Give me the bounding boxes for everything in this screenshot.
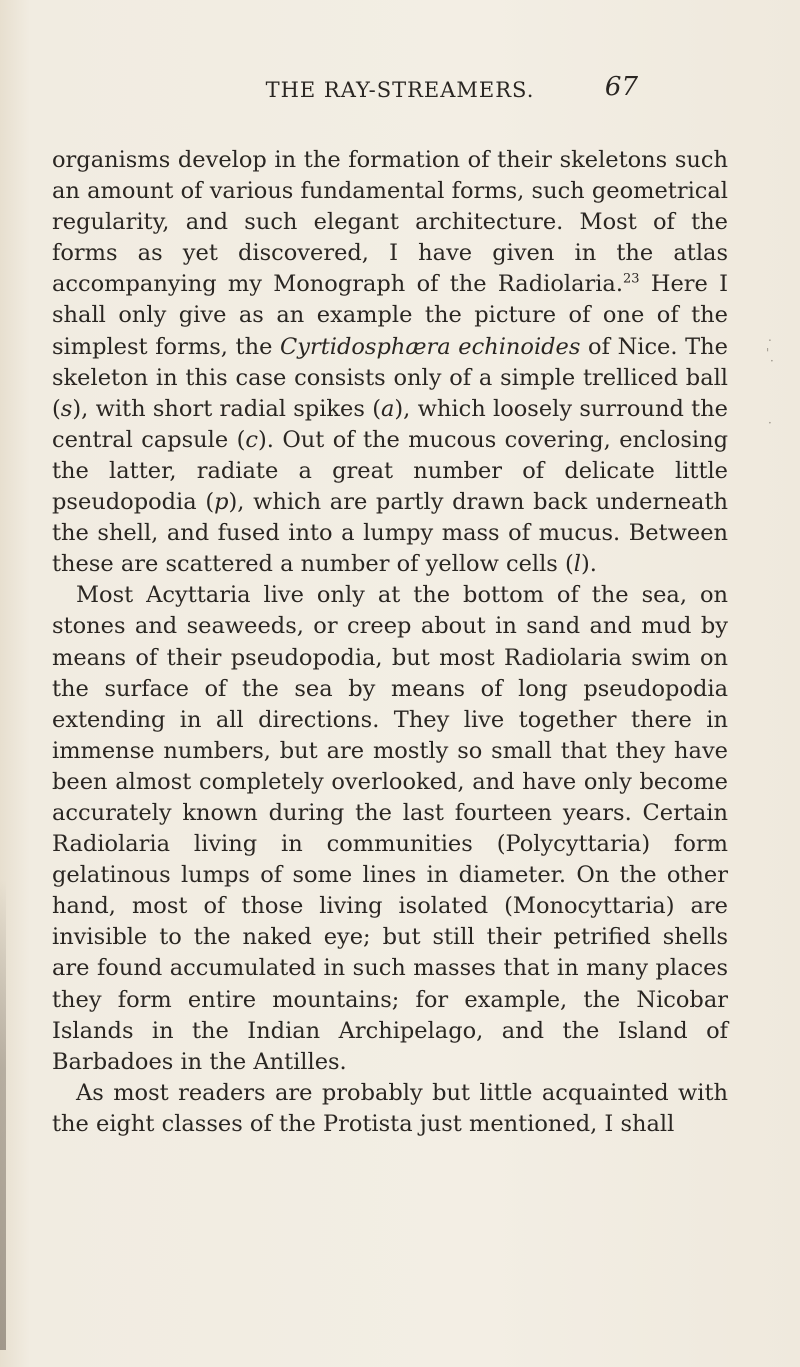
text-run: ), which are partly drawn back underneath the shell, and fused into a lumpy mass of mucus. Between these are scattered a number of yellow cells (	[52, 489, 728, 578]
text-run: ).	[581, 551, 597, 578]
italic-term: a	[380, 395, 395, 422]
paragraph-p3	[52, 1078, 728, 1140]
page-header	[0, 72, 800, 118]
italic-term: p	[214, 489, 229, 516]
text-run: ), which loosely surround the central capsule (	[52, 395, 729, 453]
text-run: organisms develop in the formation of their skeletons such an amount of various fundamental forms, such geometrical regularity, and such elegant architecture. Most of the forms as yet discovered, I have given in the atlas accompanying my Monograph of the Radiolaria.	[52, 147, 728, 298]
paragraph-p1	[52, 145, 728, 580]
footnote-ref: 23	[623, 271, 640, 287]
page-edge-shadow	[0, 880, 6, 1350]
italic-term: Cyrtidosphæra echinoides	[280, 333, 581, 360]
margin-speck-marks: . ' · ·	[766, 330, 774, 430]
text-run: ). Out of the mucous covering, enclosing the latter, radiate a great number of delicate little pseudopodia (	[52, 426, 728, 516]
text-run: Here I shall only give as an example the picture of one of the simplest forms, the	[52, 271, 728, 360]
text-run: Most Acyttaria live only at the bottom of the sea, on stones and seaweeds, or creep about in sand and mud by means of their pseudopodia, but most Radiolaria swim on the surface of the sea by means of long pseudopodia extending in all directions. They live together there in immense numbers, but are mostly so small that they have been almost completely overlooked, and have only become accurately known during the last fourteen years. Certain Radiolaria living in communities (Polycyttaria) form gelatinous lumps of some lines in diameter. On the other hand, most of those living isolated (Monocyttaria) are invisible to the naked eye; but still their petrified shells are found accumulated in such masses that in many places they form entire mountains; for example, the Nicobar Islands in the Indian Archipelago, and the Island of Barbadoes in the Antilles.	[52, 582, 728, 1075]
body-text	[52, 145, 728, 1140]
paragraph-p2	[52, 580, 728, 1078]
italic-term: l	[573, 551, 581, 578]
italic-term: c	[245, 426, 258, 453]
text-run: of Nice. The skeleton in this case consists only of a simple trelliced ball (	[52, 333, 728, 422]
text-run: ), with short radial spikes (	[72, 395, 381, 422]
italic-term: s	[60, 395, 73, 422]
page-number: 67	[604, 72, 638, 102]
text-run: As most readers are probably but little acquainted with the eight classes of the Protista just mentioned, I shall	[52, 1079, 728, 1137]
running-title: THE RAY-STREAMERS.	[265, 78, 535, 102]
